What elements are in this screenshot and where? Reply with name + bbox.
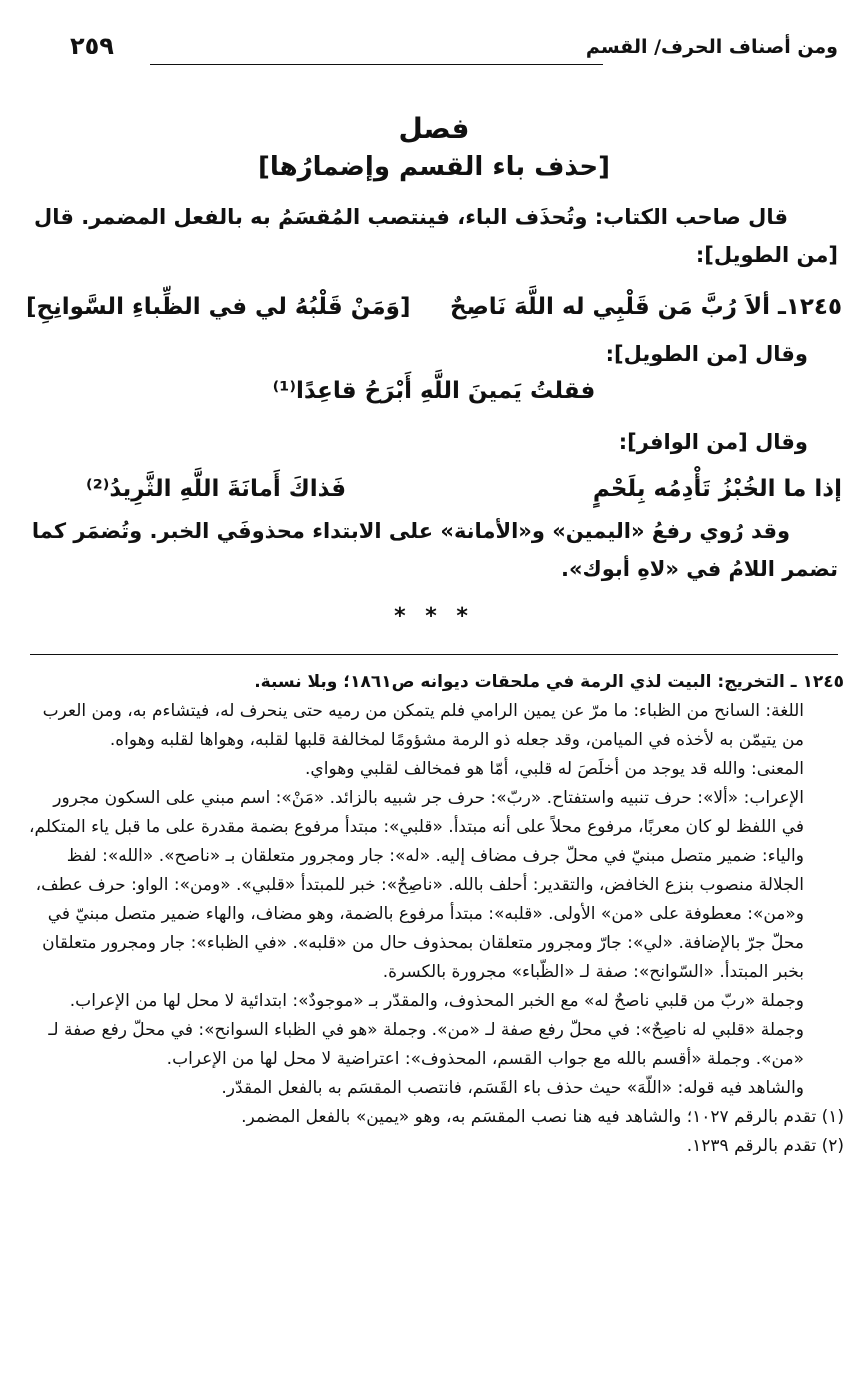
footnote-rule — [30, 654, 838, 655]
footnote-2: (٢) تقدم بالرقم ١٢٣٩. — [686, 1136, 844, 1156]
note-takhrij: ١٢٤٥ ـ التخريج: البيت لذي الرمة في ملحقات ديوانه ص١٨٦١؛ وبلا نسبة. — [254, 672, 844, 692]
running-header — [30, 28, 838, 68]
verse-3-intro: وقال [من الوافر]: — [618, 430, 808, 454]
section-separator: * * * — [394, 604, 474, 629]
note-irab: الإعراب: «ألا»: حرف تنبيه واستفتاح. «ربّ»: حرف جر شبيه بالزائد. «مَنْ»: اسم مبني على السكون مجرور في اللفظ لو كان معربًا، مرفوع محلاً على أنه مبتدأ. «قلبي»: مبتدأ مرفوع بضمة مقدرة على ما قبل ياء المتكلم، والياء: ضمير متصل مبنيّ في محلّ جرف مضاف إليه. «له»: جار ومجرور متعلقان بـ «ناصح». «الله»: لفظ الجلالة منصوب بنزع الخافض، والتقدير: أحلف بالله. «ناصِحٌ»: خبر للمبتدأ «قلبي». «ومن»: الواو: حرف عطف، و«من»: معطوفة على «من» الأولى. «قلبه»: مبتدأ مرفوع بالضمة، وهو مضاف، والهاء ضمير متصل مبنيّ في محلّ جرّ بالإضافة. «لي»: جارّ ومجرور متعلقان بمحذوف حال من «قلبه». «في الظباء»: جار ومجرور متعلقان بخبر المبتدأ. «السّوانح»: صفة لـ «الظّباء» مجرورة بالكسرة. — [29, 788, 804, 982]
running-title: ومن أصناف الحرف/ القسم — [585, 36, 838, 58]
note-shahid: والشاهد فيه قوله: «اللّهَ» حيث حذف باء القَسَم، فانتصب المقسَم به بالفعل المقدّر. — [221, 1078, 804, 1098]
commentary — [28, 668, 844, 1161]
verse-1245-first-hemistich: ١٢٤٥ـ ألاَ رُبَّ مَن قَلْبِي له اللَّهَ نَاصِحٌ — [450, 294, 842, 320]
note-mana: المعنى: والله قد يوجد من أخلَصَ له قلبي، أمّا هو فمخالف لقلبي وهواي. — [305, 759, 804, 779]
verse-3-first-hemistich: إذا ما الخُبْزُ تَأْدِمُه بِلَحْمٍ — [592, 476, 842, 502]
verse-3-second-hemistich: فَذاكَ أَمانَةَ اللَّهِ الثَّرِيدُ⁽²⁾ — [86, 476, 347, 502]
verse-2-intro: وقال [من الطويل]: — [605, 342, 808, 366]
footnote-1: (١) تقدم بالرقم ١٠٢٧؛ والشاهد فيه هنا نصب المقسَم به، وهو «يمين» بالفعل المضمر. — [241, 1107, 844, 1127]
paragraph-intro: قال صاحب الكتاب: وتُحذَف الباء، فينتصب المُقسَمُ به بالفعل المضمر. قال [من الطويل]: — [34, 205, 838, 267]
section-heading: فصل — [398, 112, 470, 145]
verse-2: فقلتُ يَمينَ اللَّهِ أَبْرَحُ قاعِدًا⁽¹⁾ — [272, 378, 596, 404]
verse-1245-second-hemistich: [وَمَنْ قَلْبُهُ لي في الظِّباءِ السَّوانِحِ] — [26, 294, 411, 320]
section-subheading: [حذف باء القسم وإضمارُها] — [257, 152, 611, 182]
note-lugha: اللغة: السانح من الظباء: ما مرّ عن يمين الرامي فلم يتمكن من رميه حتى ينحرف له، فيتشاءم به، ومن العرب من يتيمّن به لأخذه في الميامن، وقد جعله ذو الرمة مشؤومًا لمخالفة قلبها لقلبه، وهواها لقلبه وهواه. — [42, 701, 804, 750]
paragraph-raf: وقد رُوي رفعُ «اليمين» و«الأمانة» على الابتداء محذوفَي الخبر. وتُضمَر كما تضمر اللامُ في «لاهِ أبوك». — [31, 519, 838, 581]
header-rule — [150, 64, 603, 65]
page-number: ٢٥٩ — [70, 32, 114, 60]
note-jumla: وجملة «ربّ من قلبي ناصحٌ له» مع الخبر المحذوف، والمقدّر بـ «موجودٌ»: ابتدائية لا محل لها من الإعراب. وجملة «قلبي له ناصِحٌ»: في محلّ رفع صفة لـ «من». وجملة «هو في الظباء السوانح»: في محلّ رفع صفة لـ «من». وجملة «أقسم بالله مع جواب القسم، المحذوف»: اعتراضية لا محل لها من الإعراب. — [48, 991, 804, 1069]
